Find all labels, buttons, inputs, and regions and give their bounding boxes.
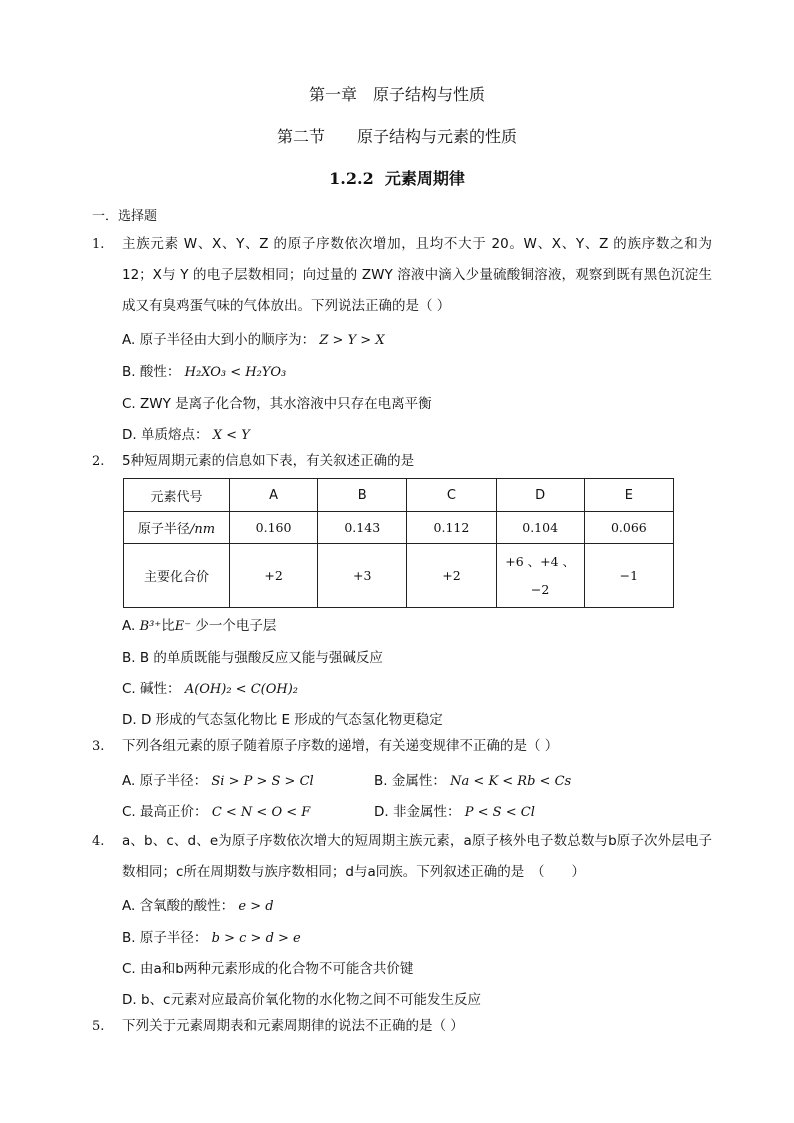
table-cell: 0.066 <box>584 512 673 544</box>
option-formula: E⁻ <box>174 619 192 634</box>
option-formula: Na < K < Rb < Cs <box>450 774 572 789</box>
option-label: B. 原子半径： <box>122 930 208 946</box>
element-info-table <box>123 478 674 608</box>
option-b <box>122 646 383 666</box>
option-text: 比 <box>161 618 175 634</box>
question-2 <box>92 446 712 477</box>
option-formula: A(OH)₂ < C(OH)₂ <box>184 682 299 697</box>
radius-label: 原子半径 <box>137 522 190 537</box>
option-b <box>122 360 286 380</box>
option-d <box>122 988 481 1008</box>
question-number: 3. <box>92 739 105 754</box>
table-row-valence <box>124 544 674 608</box>
table-cell: D <box>496 479 584 512</box>
option-formula: B³⁺ <box>139 619 162 634</box>
table-header-row <box>124 479 674 512</box>
table-cell: B <box>318 479 407 512</box>
option-label: A. <box>122 618 136 634</box>
option-formula: Si > P > S > Cl <box>211 774 314 789</box>
option-label: D. D 形成的气态氢化物比 E 形成的气态氢化物更稳定 <box>122 712 443 728</box>
question-4 <box>92 826 712 888</box>
option-a <box>122 769 314 789</box>
question-5 <box>92 1011 712 1042</box>
table-cell: E <box>584 479 673 512</box>
table-cell: +2 <box>407 544 496 608</box>
option-c <box>122 677 298 697</box>
table-cell: +2 <box>229 544 317 608</box>
table-cell: 元素代号 <box>124 479 230 512</box>
table-cell: −1 <box>584 544 673 608</box>
option-d <box>122 708 443 728</box>
table-cell: A <box>229 479 317 512</box>
option-b <box>374 769 571 789</box>
option-formula: e > d <box>238 899 274 914</box>
table-cell: C <box>407 479 496 512</box>
table-row-label: 主要化合价 <box>124 544 230 608</box>
option-label: A. 原子半径： <box>122 773 208 789</box>
question-text: 下列关于元素周期表和元素周期律的说法不正确的是（ ） <box>122 1018 464 1034</box>
table-cell: 0.112 <box>407 512 496 544</box>
option-a <box>122 894 274 914</box>
valence-d-line1: +6 、+4 、 <box>505 553 576 569</box>
option-b <box>122 926 301 946</box>
question-number: 5. <box>92 1019 105 1034</box>
table-cell <box>496 544 584 608</box>
question-number: 4. <box>92 834 105 849</box>
table-cell: 0.143 <box>318 512 407 544</box>
option-formula: Z > Y > X <box>319 333 385 348</box>
option-formula: C < N < O < F <box>211 805 311 820</box>
option-formula: P < S < Cl <box>464 805 535 820</box>
table-row-label <box>124 512 230 544</box>
option-label: B. 酸性： <box>122 364 181 380</box>
option-a <box>122 614 276 634</box>
option-label: C. 最高正价： <box>122 804 208 820</box>
question-text: a、b、c、d、e为原子序数依次增大的短周期主族元素，a原子核外电子数总数与b原子次外层电子数相同；c所在周期数与族序数相同；d与a同族。下列叙述正确的是 （ ） <box>122 833 712 880</box>
chapter-title: 第一章 原子结构与性质 <box>308 85 485 104</box>
valence-d-line2: −2 <box>530 581 550 597</box>
option-label: C. 由a和b两种元素形成的化合物不可能含共价键 <box>122 961 414 977</box>
question-number: 1. <box>92 237 105 252</box>
question-text: 5种短周期元素的信息如下表，有关叙述正确的是 <box>122 453 415 469</box>
lesson-title: 1.2.2 元素周期律 <box>329 169 465 188</box>
question-3 <box>92 731 712 762</box>
option-label: C. 碱性： <box>122 681 181 697</box>
question-text: 下列各组元素的原子随着原子序数的递增，有关递变规律不正确的是（ ） <box>122 738 559 754</box>
option-formula: b > c > d > e <box>211 931 301 946</box>
option-c <box>122 392 432 412</box>
question-text: 主族元素 W、X、Y、Z 的原子序数依次增加，且均不大于 20。W、X、Y、Z 的族序数之和为 12；X与 Y 的电子层数相同；向过量的 ZWY 溶液中滴入少量硫酸铜溶液，观察到既有黑色沉淀生成又有臭鸡蛋气味的气体放出。下列说法正确的是（ ） <box>122 236 712 314</box>
option-d <box>122 423 250 443</box>
option-text: 少一个电子层 <box>195 618 277 634</box>
option-c <box>122 800 310 820</box>
table-cell: 0.104 <box>496 512 584 544</box>
option-formula: H₂XO₃ < H₂YO₃ <box>184 365 287 380</box>
option-label: C. ZWY 是离子化合物，其水溶液中只存在电离平衡 <box>122 396 432 412</box>
option-a <box>122 328 385 348</box>
table-row-radius <box>124 512 674 544</box>
table-cell: 0.160 <box>229 512 317 544</box>
option-label: B. B 的单质既能与强酸反应又能与强碱反应 <box>122 650 383 666</box>
option-formula: X < Y <box>212 428 250 443</box>
section-title: 第二节 原子结构与元素的性质 <box>276 127 517 146</box>
option-label: D. 单质熔点： <box>122 427 209 443</box>
radius-unit: /nm <box>189 522 216 537</box>
option-c <box>122 957 413 977</box>
option-label: D. 非金属性： <box>374 804 461 820</box>
part-heading: 一．选择题 <box>92 209 158 224</box>
option-label: A. 含氧酸的酸性： <box>122 898 235 914</box>
option-d <box>374 800 535 820</box>
option-label: A. 原子半径由大到小的顺序为： <box>122 332 316 348</box>
option-label: D. b、c元素对应最高价氧化物的水化物之间不可能发生反应 <box>122 992 481 1008</box>
question-1 <box>92 229 712 322</box>
option-label: B. 金属性： <box>374 773 446 789</box>
table-cell: +3 <box>318 544 407 608</box>
question-number: 2. <box>92 454 105 469</box>
